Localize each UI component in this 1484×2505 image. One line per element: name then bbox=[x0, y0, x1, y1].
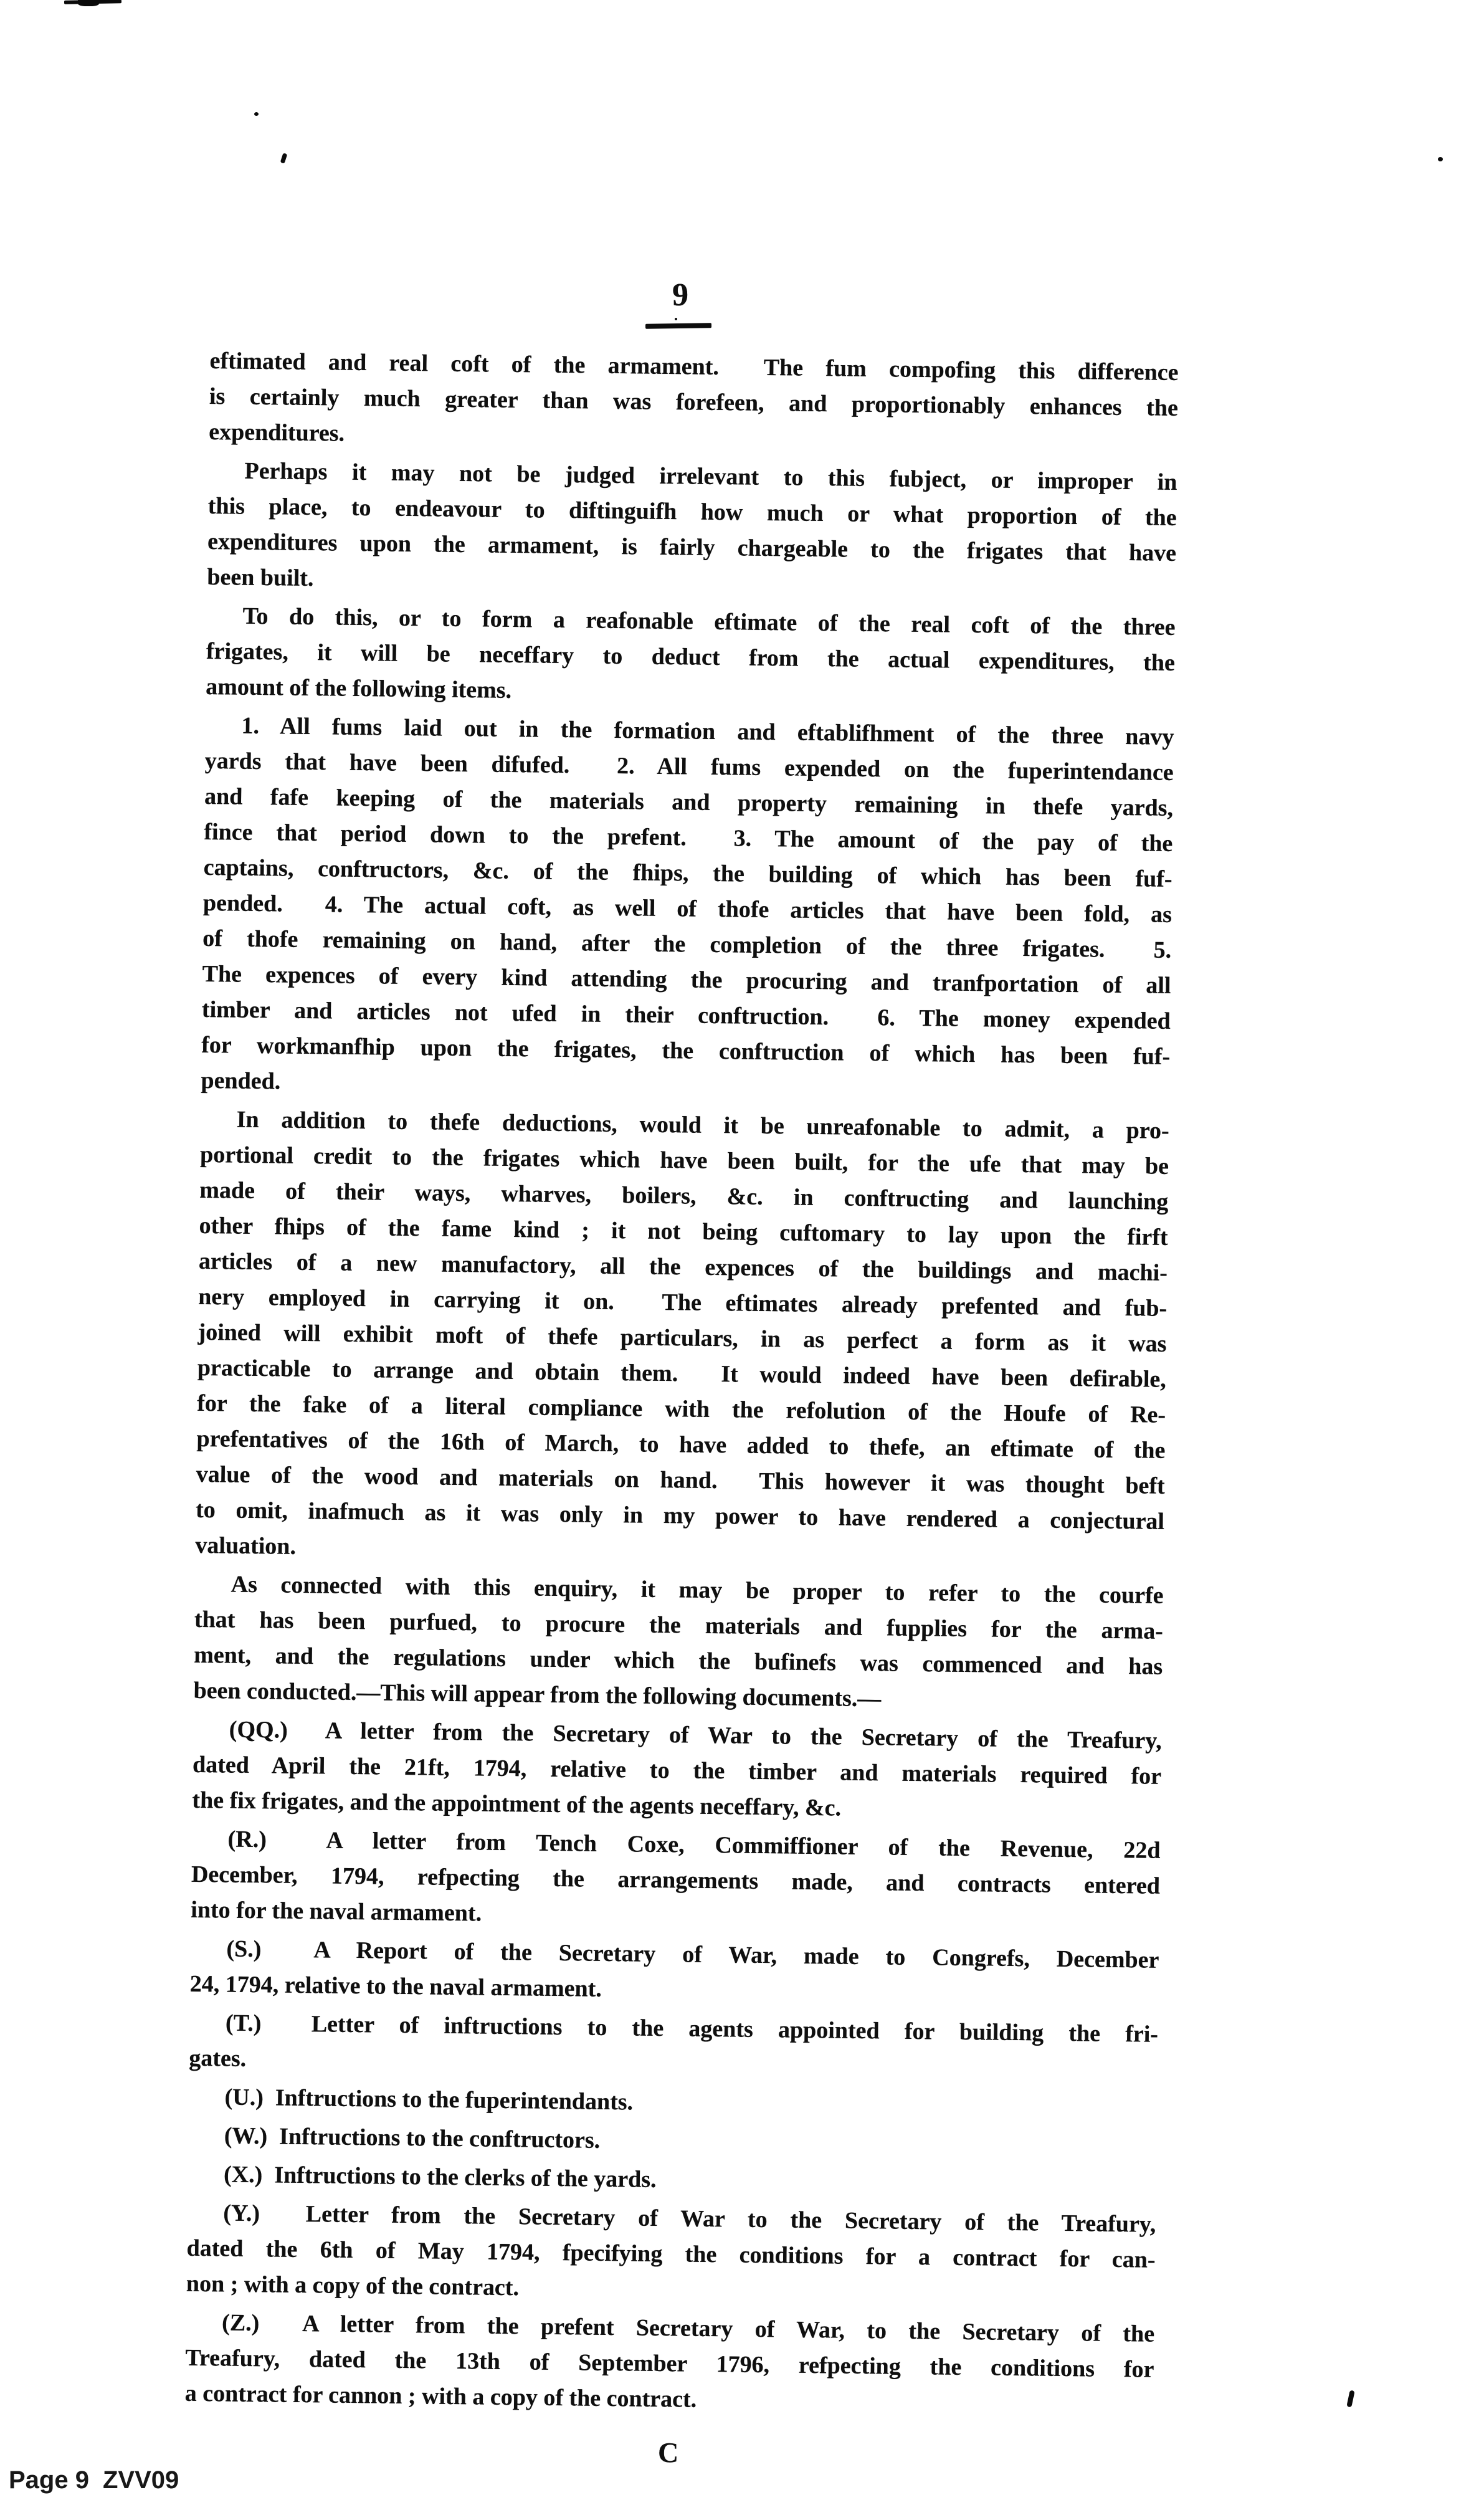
text-line: pended. 4. The actual coft, as well of thofe articles that have been fold, as bbox=[202, 889, 1172, 928]
text-line: To do this, or to form a reafonable eftimate of the real coft of the three bbox=[242, 603, 1176, 641]
paragraph bbox=[189, 2005, 1158, 2088]
text-line: timber and articles not ufed in their conftruction. 6. The money expended bbox=[201, 996, 1171, 1034]
scan-footer-code: ZVV09 bbox=[102, 2466, 179, 2494]
text-line: (R.) A letter from Tench Coxe, Commiffioner of the Revenue, 22d bbox=[227, 1826, 1161, 1864]
scan-artifact-dot bbox=[254, 112, 259, 116]
paragraph bbox=[192, 1712, 1162, 1830]
text-line: practicable to arrange and obtain them. It would indeed have been defirable, bbox=[197, 1354, 1167, 1393]
text-line: 24, 1794, relative to the naval armament. bbox=[189, 1970, 602, 2002]
text-line: this place, to endeavour to diftinguifh how much or what proportion of the bbox=[207, 492, 1177, 531]
text-line: (U.) Inftructions to the fuperintendants. bbox=[224, 2084, 634, 2116]
text-line: value of the wood and materials on hand. This however it was thought beft bbox=[196, 1461, 1165, 1499]
scan-footer bbox=[9, 2466, 179, 2494]
text-line: pended. bbox=[201, 1067, 281, 1095]
text-line: 1. All fums laid out in the formation and eftablifhment of the three navy bbox=[241, 712, 1174, 750]
text-line: is certainly much greater than was forefeen, and proportionably enhances the bbox=[209, 383, 1179, 421]
paragraph bbox=[184, 2305, 1154, 2423]
paragraph bbox=[207, 453, 1177, 607]
text-line: and fafe keeping of the materials and property remaining in thefe yards, bbox=[204, 783, 1174, 821]
text-line: frigates, it will be neceffary to deduct from the actual expenditures, the bbox=[206, 637, 1176, 676]
scan-footer-page-label: Page 9 bbox=[9, 2466, 89, 2494]
text-line: (Y.) Letter from the Secretary of War to the Secretary of the Treafury, bbox=[223, 2200, 1156, 2238]
text-line: non ; with a copy of the contract. bbox=[186, 2270, 520, 2301]
scan-artifact-tick bbox=[280, 153, 288, 163]
paragraph bbox=[206, 598, 1176, 717]
text-line: for the fake of a literal compliance with the refolution of the Houfe of Re- bbox=[196, 1390, 1166, 1428]
scan-artifact-smudge bbox=[78, 0, 99, 6]
text-line: been conducted.—This will appear from the following documents.— bbox=[193, 1677, 882, 1712]
text-line: captains, conftructors, &c. of the fhips, the building of which has been fuf- bbox=[203, 854, 1172, 892]
paragraph bbox=[186, 2195, 1156, 2314]
text-line: nery employed in carrying it on. The eftimates already prefented and fub- bbox=[198, 1283, 1168, 1322]
text-line: a contract for cannon ; with a copy of the contract. bbox=[184, 2380, 697, 2413]
text-line: into for the naval armament. bbox=[191, 1896, 482, 1927]
scan-artifact-dot bbox=[675, 318, 677, 320]
text-line: expenditures upon the armament, is fairly chargeable to the frigates that have bbox=[207, 528, 1177, 566]
scan-artifact-dot bbox=[1438, 157, 1443, 161]
text-line: valuation. bbox=[195, 1532, 297, 1560]
text-line: (X.) Inftructions to the clerks of the yards. bbox=[223, 2161, 657, 2193]
text-line: made of their ways, wharves, boilers, &c. in conftructing and launching bbox=[199, 1176, 1169, 1215]
text-line: for workmanfhip upon the frigates, the conftruction of which has been fuf- bbox=[201, 1031, 1171, 1070]
text-line: Perhaps it may not be judged irrelevant to this fubject, or improper in bbox=[244, 457, 1177, 495]
text-line: As connected with this enquiry, it may be proper to refer to the courfe bbox=[231, 1571, 1164, 1609]
text-line: yards that have been difufed. 2. All fums expended on the fuperintendance bbox=[204, 747, 1174, 786]
text-line: dated April the 21ft, 1794, relative to the timber and materials required for bbox=[192, 1751, 1162, 1790]
text-line: joined will exhibit moft of thefe particulars, in as perfect a form as it was bbox=[197, 1319, 1167, 1357]
text-line: of thofe remaining on hand, after the completion of the three frigates. 5. bbox=[202, 925, 1172, 963]
text-line: eftimated and real coft of the armament. The fum compofing this difference bbox=[209, 347, 1179, 386]
paragraph bbox=[201, 708, 1174, 1110]
text-line: that has been purfued, to procure the materials and fupplies for the arma- bbox=[194, 1606, 1164, 1644]
text-line: expenditures. bbox=[209, 418, 345, 447]
text-line: dated the 6th of May 1794, fpecifying the conditions for a contract for can- bbox=[186, 2235, 1156, 2273]
text-line: (W.) Inftructions to the conftructors. bbox=[224, 2122, 601, 2154]
paragraph bbox=[193, 1567, 1164, 1720]
paragraph bbox=[191, 1821, 1161, 1940]
text-line: ment, and the regulations under which the bufinefs was commenced and has bbox=[194, 1641, 1163, 1680]
text-line: portional credit to the frigates which have been built, for the ufe that may be bbox=[199, 1141, 1169, 1180]
body-text bbox=[184, 343, 1178, 2476]
text-line: (QQ.) A letter from the Secretary of War to the Secretary of the Treafury, bbox=[229, 1716, 1162, 1754]
catchword: C bbox=[657, 2436, 680, 2469]
paragraph bbox=[195, 1102, 1169, 1575]
text-line: articles of a new manufactory, all the expences of the buildings and machi- bbox=[198, 1248, 1168, 1286]
paragraph bbox=[189, 1931, 1159, 2014]
text-line: the fix frigates, and the appointment of the agents neceffary, &c. bbox=[192, 1787, 842, 1821]
page-number-rule bbox=[645, 323, 711, 328]
text-line: Treafury, dated the 13th of September 1796, refpecting the conditions for bbox=[185, 2344, 1154, 2383]
text-line: In addition to thefe deductions, would it be unreafonable to admit, a pro- bbox=[236, 1106, 1169, 1144]
text-line: amount of the following items. bbox=[206, 673, 512, 704]
text-line: (T.) Letter of inftructions to the agents appointed for building the fri- bbox=[225, 2010, 1159, 2048]
text-line: prefentatives of the 16th of March, to have added to thefe, an eftimate of the bbox=[196, 1425, 1166, 1464]
text-line: December, 1794, refpecting the arrangements made, and contracts entered bbox=[191, 1861, 1161, 1899]
text-line: The expences of every kind attending the procuring and tranfportation of all bbox=[202, 960, 1171, 999]
text-line: to omit, inafmuch as it was only in my power to have rendered a conjectural bbox=[195, 1496, 1165, 1535]
text-line: (Z.) A letter from the prefent Secretary of War, to the Secretary of the bbox=[221, 2309, 1155, 2347]
text-line: other fhips of the fame kind ; it not being cuftomary to lay upon the firft bbox=[199, 1212, 1168, 1251]
text-line: fince that period down to the prefent. 3. The amount of the pay of the bbox=[204, 818, 1173, 857]
text-line: been built. bbox=[207, 563, 314, 592]
text-line: (S.) A Report of the Secretary of War, made to Congrefs, December bbox=[226, 1935, 1159, 1973]
paragraph bbox=[209, 343, 1179, 462]
text-line: gates. bbox=[189, 2045, 247, 2072]
page-number: 9 bbox=[672, 277, 688, 313]
scan-artifact-tick bbox=[1346, 2390, 1354, 2407]
